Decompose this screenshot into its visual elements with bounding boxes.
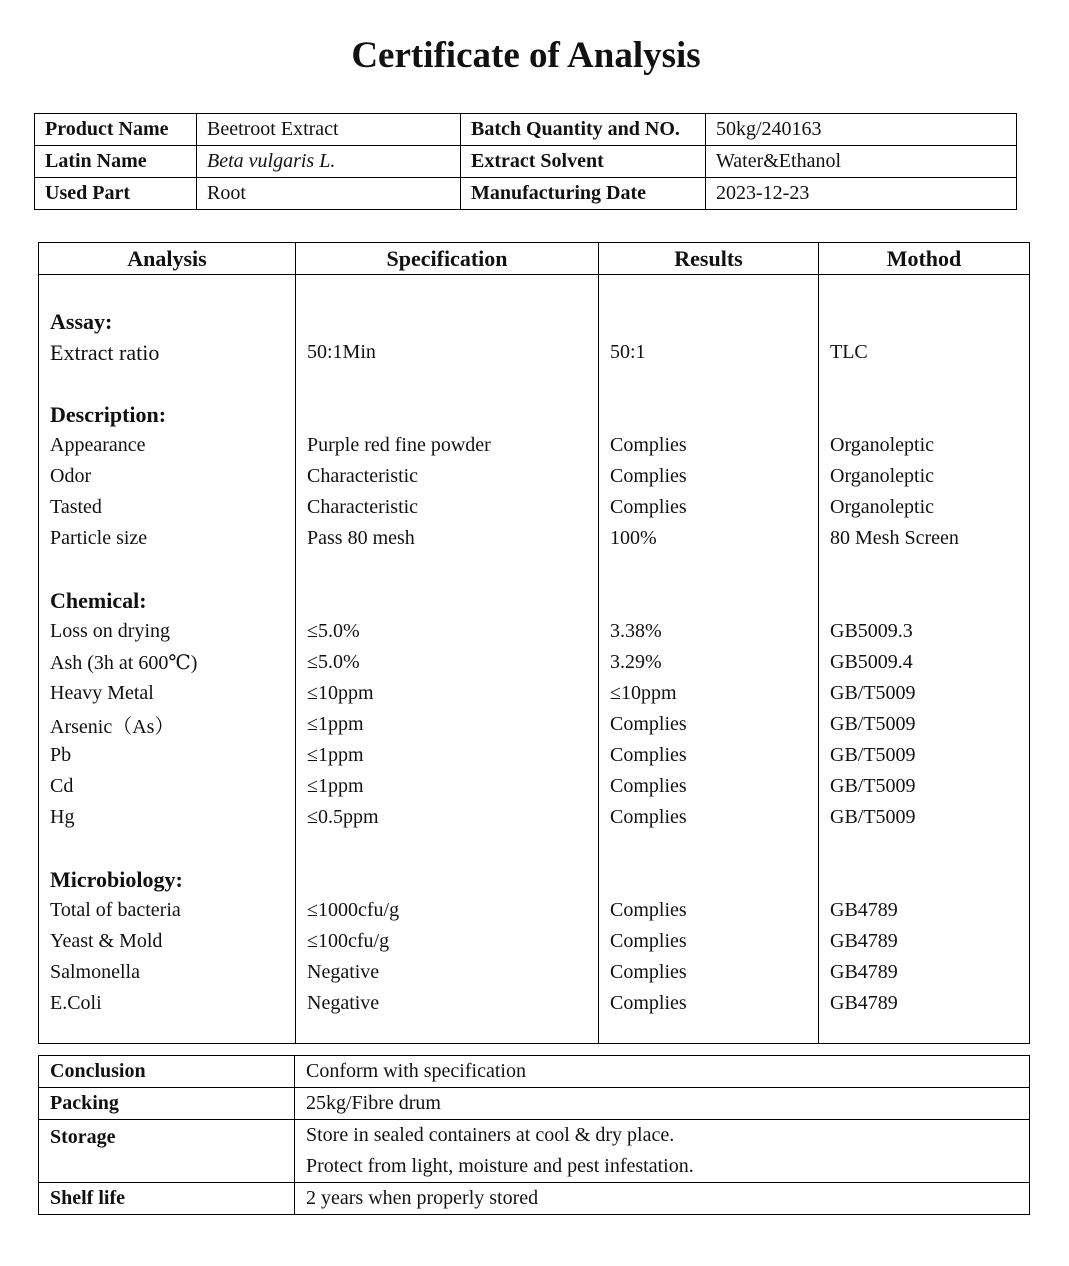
section-assay-title: Assay: [39, 306, 296, 337]
cell-result: Complies [599, 957, 819, 988]
storage-row [39, 1120, 1030, 1183]
info-row [35, 178, 1017, 210]
cell-spec: ≤5.0% [296, 647, 599, 678]
cell-method: GB4789 [819, 895, 1030, 926]
section-heading-row [39, 585, 1030, 616]
cell-method: GB/T5009 [819, 802, 1030, 833]
section-heading-row [39, 864, 1030, 895]
cell-result: Complies [599, 895, 819, 926]
cell-analysis: Particle size [39, 523, 296, 554]
cell-spec: ≤1ppm [296, 709, 599, 740]
table-row [39, 709, 1030, 740]
conclusion-row [39, 1056, 1030, 1088]
cell-method: GB4789 [819, 957, 1030, 988]
table-row [39, 926, 1030, 957]
table-row [39, 740, 1030, 771]
product-name-label: Product Name [35, 114, 197, 146]
packing-row [39, 1088, 1030, 1120]
cell-result: Complies [599, 430, 819, 461]
section-heading-row [39, 306, 1030, 337]
spacer-row [39, 1019, 1030, 1044]
cell-spec: ≤10ppm [296, 678, 599, 709]
table-row [39, 337, 1030, 368]
cell-method: Organoleptic [819, 430, 1030, 461]
section-description-title: Description: [39, 399, 296, 430]
cell-analysis: Cd [39, 771, 296, 802]
cell-result: Complies [599, 802, 819, 833]
conclusion-label: Conclusion [39, 1056, 295, 1088]
header-method: Mothod [819, 243, 1030, 275]
table-row [39, 802, 1030, 833]
table-row [39, 430, 1030, 461]
cell-result: Complies [599, 740, 819, 771]
header-specification: Specification [296, 243, 599, 275]
cell-result: 3.29% [599, 647, 819, 678]
table-row [39, 678, 1030, 709]
cell-method: GB/T5009 [819, 740, 1030, 771]
storage-label: Storage [39, 1120, 295, 1183]
cell-analysis: Arsenic（As） [39, 709, 296, 740]
storage-value [295, 1120, 1030, 1183]
header-results: Results [599, 243, 819, 275]
table-row [39, 461, 1030, 492]
cell-method: Organoleptic [819, 492, 1030, 523]
section-heading-row [39, 399, 1030, 430]
info-row [35, 114, 1017, 146]
shelf-life-value: 2 years when properly stored [295, 1183, 1030, 1215]
used-part-label: Used Part [35, 178, 197, 210]
mfg-date-label: Manufacturing Date [461, 178, 706, 210]
section-chemical-title: Chemical: [39, 585, 296, 616]
cell-analysis: E.Coli [39, 988, 296, 1019]
cell-spec: 50:1Min [296, 337, 599, 368]
cell-analysis: Tasted [39, 492, 296, 523]
cell-analysis: Pb [39, 740, 296, 771]
storage-line-1: Store in sealed containers at cool & dry place. [306, 1124, 675, 1146]
cell-analysis: Hg [39, 802, 296, 833]
table-row [39, 957, 1030, 988]
spacer-row [39, 275, 1030, 307]
header-analysis: Analysis [39, 243, 296, 275]
cell-spec: Negative [296, 957, 599, 988]
cell-analysis: Odor [39, 461, 296, 492]
cell-result: Complies [599, 461, 819, 492]
cell-spec: Pass 80 mesh [296, 523, 599, 554]
solvent-value: Water&Ethanol [706, 146, 1017, 178]
cell-result: Complies [599, 926, 819, 957]
cell-method: GB5009.3 [819, 616, 1030, 647]
shelf-life-row [39, 1183, 1030, 1215]
solvent-label: Extract Solvent [461, 146, 706, 178]
info-row [35, 146, 1017, 178]
cell-method: 80 Mesh Screen [819, 523, 1030, 554]
spacer-row [39, 368, 1030, 399]
cell-method: Organoleptic [819, 461, 1030, 492]
cell-method: GB5009.4 [819, 647, 1030, 678]
page-title: Certificate of Analysis [351, 35, 701, 76]
shelf-life-label: Shelf life [39, 1183, 295, 1215]
batch-label: Batch Quantity and NO. [461, 114, 706, 146]
cell-spec: Purple red fine powder [296, 430, 599, 461]
cell-spec: ≤5.0% [296, 616, 599, 647]
cell-result: Complies [599, 709, 819, 740]
cell-result: 100% [599, 523, 819, 554]
latin-name-value: Beta vulgaris L. [197, 146, 461, 178]
product-name-value: Beetroot Extract [197, 114, 461, 146]
cell-spec: ≤0.5ppm [296, 802, 599, 833]
cell-analysis: Salmonella [39, 957, 296, 988]
table-row [39, 523, 1030, 554]
table-row [39, 988, 1030, 1019]
cell-analysis: Extract ratio [39, 337, 296, 368]
used-part-value: Root [197, 178, 461, 210]
table-row [39, 895, 1030, 926]
cell-result: 50:1 [599, 337, 819, 368]
cell-analysis: Total of bacteria [39, 895, 296, 926]
spacer-row [39, 833, 1030, 864]
cell-analysis: Ash (3h at 600℃) [39, 647, 296, 678]
spacer-row [39, 554, 1030, 585]
summary-table [38, 1055, 1030, 1215]
section-microbiology-title: Microbiology: [39, 864, 296, 895]
cell-analysis: Heavy Metal [39, 678, 296, 709]
table-row [39, 616, 1030, 647]
cell-analysis: Yeast & Mold [39, 926, 296, 957]
cell-spec: Characteristic [296, 461, 599, 492]
cell-result: Complies [599, 771, 819, 802]
mfg-date-value: 2023-12-23 [706, 178, 1017, 210]
cell-result: ≤10ppm [599, 678, 819, 709]
header-row [39, 243, 1030, 275]
cell-result: 3.38% [599, 616, 819, 647]
packing-value: 25kg/Fibre drum [295, 1088, 1030, 1120]
table-row [39, 647, 1030, 678]
cell-spec: ≤1ppm [296, 771, 599, 802]
cell-method: GB4789 [819, 926, 1030, 957]
cell-spec: ≤100cfu/g [296, 926, 599, 957]
cell-result: Complies [599, 492, 819, 523]
cell-spec: Characteristic [296, 492, 599, 523]
cell-analysis: Appearance [39, 430, 296, 461]
storage-line-2: Protect from light, moisture and pest infestation. [306, 1155, 694, 1177]
cell-result: Complies [599, 988, 819, 1019]
conclusion-value: Conform with specification [295, 1056, 1030, 1088]
cell-method: GB/T5009 [819, 709, 1030, 740]
table-row [39, 771, 1030, 802]
cell-method: GB/T5009 [819, 771, 1030, 802]
batch-value: 50kg/240163 [706, 114, 1017, 146]
cell-spec: Negative [296, 988, 599, 1019]
cell-analysis: Loss on drying [39, 616, 296, 647]
cell-spec: ≤1ppm [296, 740, 599, 771]
analysis-table [38, 242, 1030, 1044]
product-info-table [34, 113, 1017, 210]
cell-method: GB4789 [819, 988, 1030, 1019]
cell-method: GB/T5009 [819, 678, 1030, 709]
table-row [39, 492, 1030, 523]
packing-label: Packing [39, 1088, 295, 1120]
cell-method: TLC [819, 337, 1030, 368]
cell-spec: ≤1000cfu/g [296, 895, 599, 926]
latin-name-label: Latin Name [35, 146, 197, 178]
